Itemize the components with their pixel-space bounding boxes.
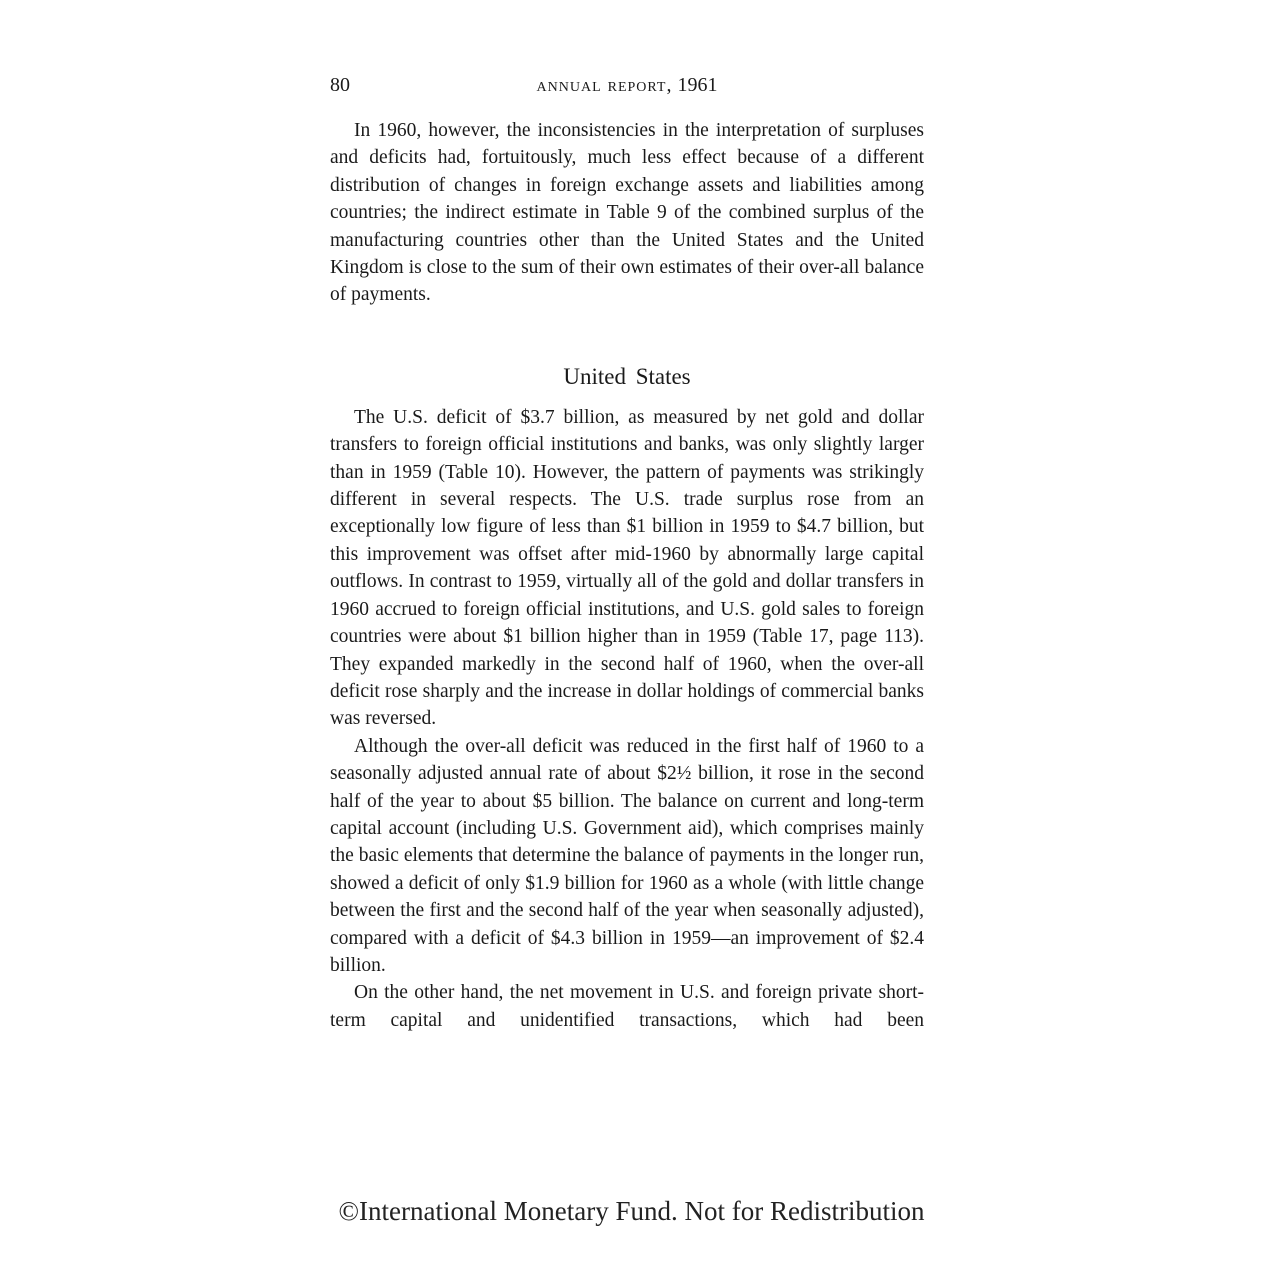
copyright-notice: ©International Monetary Fund. Not for Redistribution — [338, 1196, 925, 1226]
paragraph-us-deficit: The U.S. deficit of $3.7 billion, as measured by net gold and dollar transfers to foreign official institutions and banks, was only slightly larger than in 1959 (Table 10). However, the pattern of payments was strikingly different in several respects. The U.S. trade surplus rose from an exceptionally low figure of less than $1 billion in 1959 to $4.7 billion, but this improvement was offset after mid-1960 by abnormally large capital outflows. In contrast to 1959, virtually all of the gold and dollar transfers in 1960 accrued to foreign official institutions, and U.S. gold sales to foreign countries were about $1 billion higher than in 1959 (Table 17, page 113). They expanded markedly in the second half of 1960, when the over-all deficit rose sharply and the increase in dollar holdings of commercial banks was reversed. — [330, 406, 924, 730]
paragraph-intro: In 1960, however, the inconsistencies in the interpretation of surpluses and deficits had, fortuitously, much less effect because of a different distribution of changes in foreign exchange assets and liabilities among countries; the indirect estimate in Table 9 of the combined surplus of the manufacturing countries other than the United States and the United Kingdom is close to the sum of their own estimates of their over-all balance of payments. — [330, 120, 924, 306]
running-title-year: 1961 — [677, 74, 718, 96]
running-head — [330, 70, 924, 100]
section-heading: United States — [563, 363, 691, 389]
running-title — [330, 70, 924, 100]
running-title-text: annual report, — [536, 74, 673, 96]
page-number: 80 — [330, 74, 350, 96]
document-page — [330, 70, 924, 1034]
paragraph-other-hand: On the other hand, the net movement in U.S. and foreign private short-term capital and unidentified transactions, which had been — [330, 982, 924, 1031]
paragraph-overall-deficit: Although the over-all deficit was reduced in the first half of 1960 to a seasonally adjusted annual rate of about $2½ billion, it rose in the second half of the year to about $5 billion. The balance on current and long-term capital account (including U.S. Government aid), which comprises mainly the basic elements that determine the balance of payments in the longer run, showed a deficit of only $1.9 billion for 1960 as a whole (with little change between the first and the second half of the year when seasonally adjusted), compared with a deficit of $4.3 billion in 1959—an improvement of $2.4 billion. — [330, 735, 924, 976]
